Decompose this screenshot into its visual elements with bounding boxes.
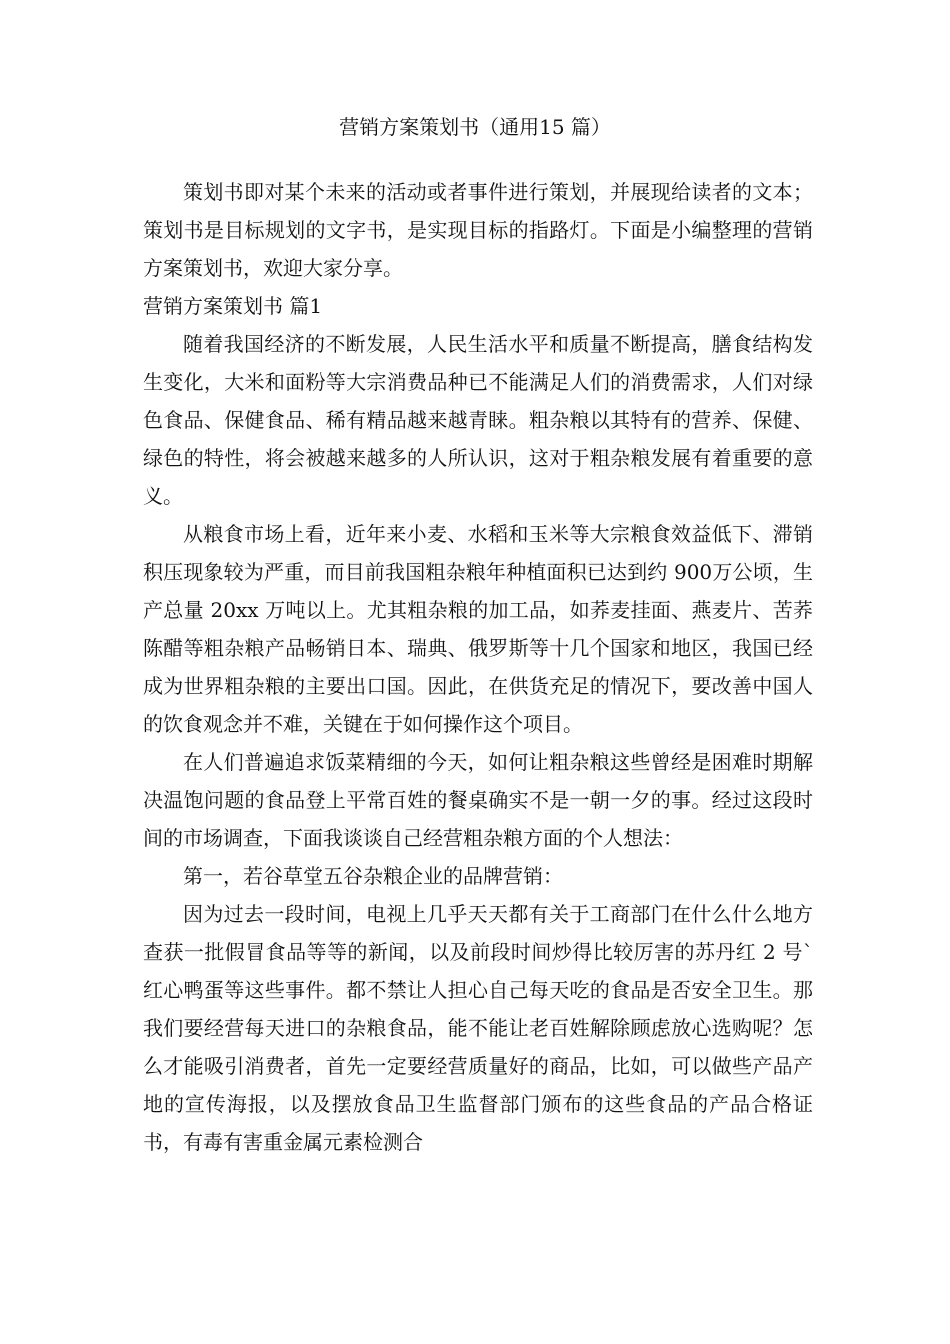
document-body xyxy=(143,173,813,1161)
intro-paragraph: 策划书即对某个未来的活动或者事件进行策划，并展现给读者的文本；策划书是目标规划的文字书，是实现目标的指路灯。下面是小编整理的营销方案策划书，欢迎大家分享。 xyxy=(143,180,813,280)
body-paragraph-3: 在人们普遍追求饭菜精细的今天，如何让粗杂粮这些曾经是困难时期解决温饱问题的食品登上平常百姓的餐桌确实不是一朝一夕的事。经过这段时间的市场调查，下面我谈谈自己经营粗杂粮方面的个人想法： xyxy=(143,750,813,850)
section-heading: 营销方案策划书 篇1 xyxy=(143,294,323,318)
body-paragraph-4: 第一，若谷草堂五谷杂粮企业的品牌营销： xyxy=(183,864,563,888)
document-title: 营销方案策划书（通用15 篇） xyxy=(339,115,611,139)
body-paragraph-5: 因为过去一段时间，电视上几乎天天都有关于工商部门在什么什么地方查获一批假冒食品等等的新闻，以及前段时间炒得比较厉害的苏丹红 2 号`红心鸭蛋等这些事件。都不禁让人担心自己每天吃的食品是否安全卫生。那我们要经营每天进口的杂粮食品，能不能让老百姓解除顾虑放心选购呢？怎么才能吸引消费者，首先一定要经营质量好的商品，比如，可以做些产品产地的宣传海报，以及摆放食品卫生监督部门颁布的这些食品的产品合格证书，有毒有害重金属元素检测合 xyxy=(143,902,813,1154)
body-paragraph-1: 随着我国经济的不断发展，人民生活水平和质量不断提高，膳食结构发生变化，大米和面粉等大宗消费品种已不能满足人们的消费需求，人们对绿色食品、保健食品、稀有精品越来越青睐。粗杂粮以其特有的营养、保健、绿色的特性，将会被越来越多的人所认识，这对于粗杂粮发展有着重要的意义。 xyxy=(143,332,813,508)
body-paragraph-2: 从粮食市场上看，近年来小麦、水稻和玉米等大宗粮食效益低下、滞销积压现象较为严重，而目前我国粗杂粮年种植面积已达到约 900万公顷，生产总量 20xx 万吨以上。尤其粗杂粮的加工品，如荞麦挂面、燕麦片、苦荞陈醋等粗杂粮产品畅销日本、瑞典、俄罗斯等十几个国家和地区，我国已经成为世界粗杂粮的主要出口国。因此，在供货充足的情况下，要改善中国人的饮食观念并不难，关键在于如何操作这个项目。 xyxy=(143,522,813,736)
